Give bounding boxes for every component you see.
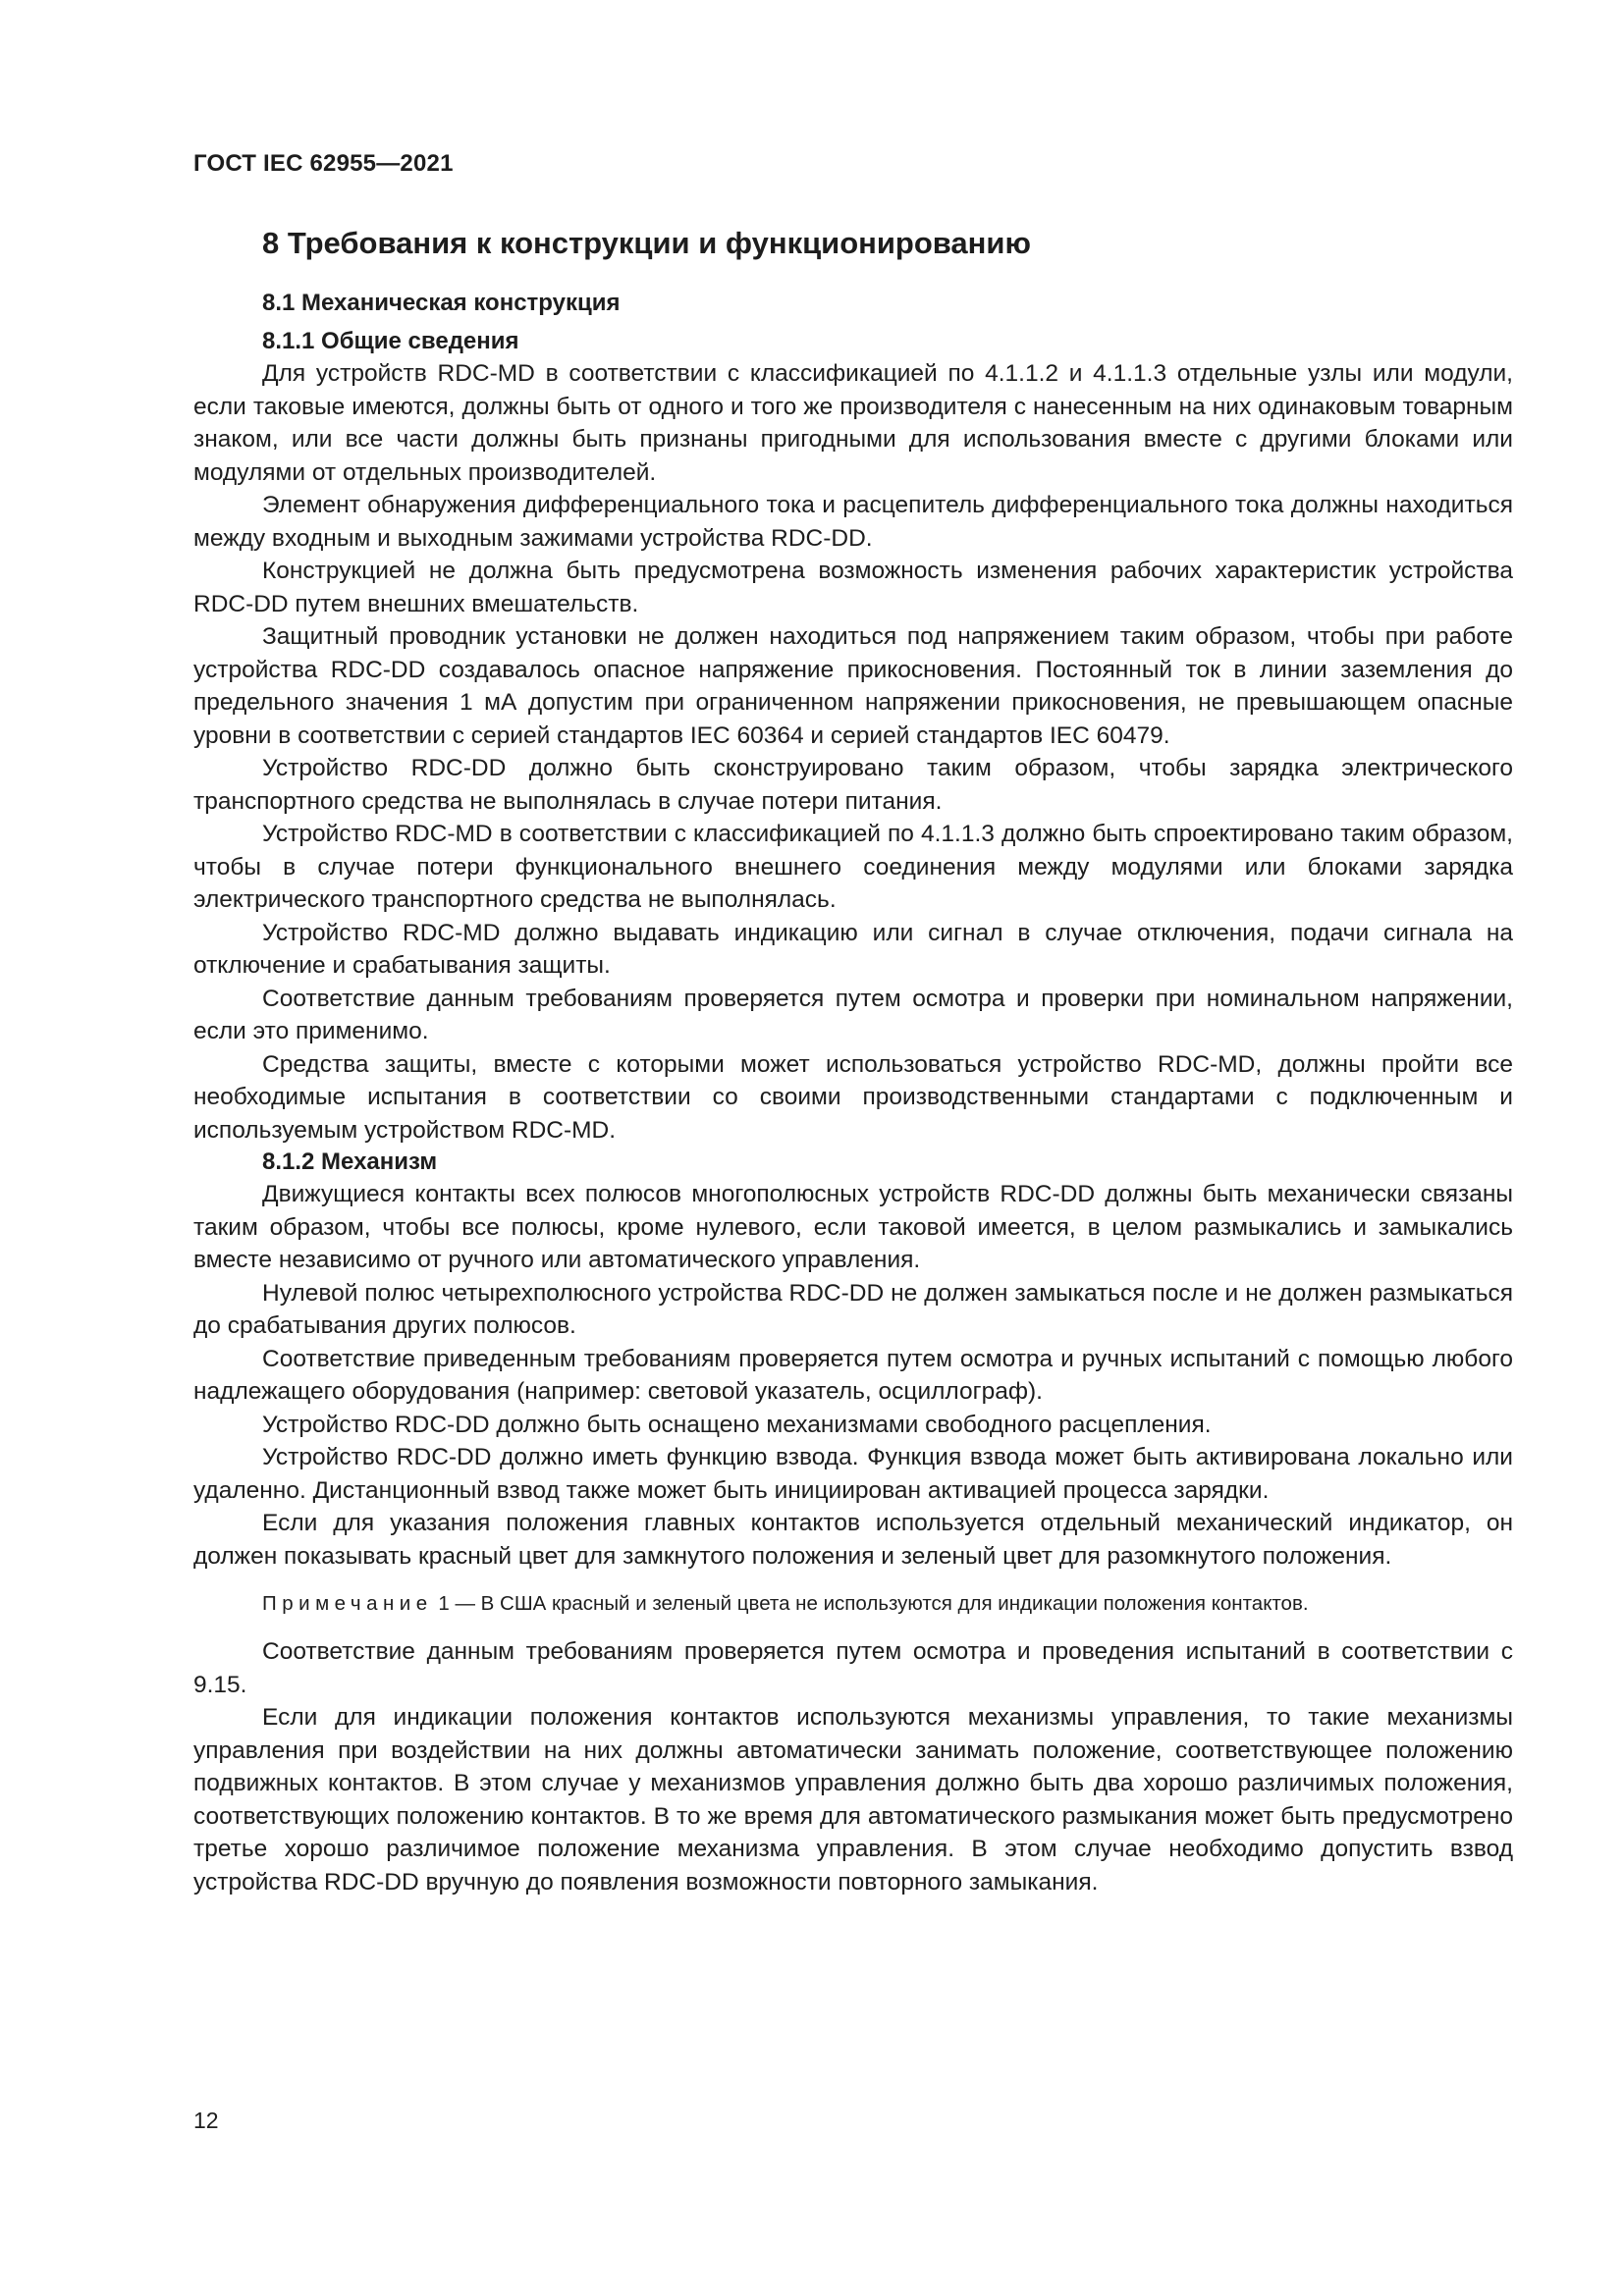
- paragraph: Движущиеся контакты всех полюсов многополюсных устройств RDC-DD должны быть механически связаны таким образом, чтобы все полюсы, кроме нулевого, если таковой имеется, в целом размыкались и замыкались вместе независимо от ручного или автоматического управления.: [193, 1181, 1513, 1273]
- subsection-title: 8.1 Механическая конструкция: [262, 290, 621, 316]
- note-text: 1 — В США красный и зеленый цвета не используются для индикации положения контактов.: [438, 1592, 1309, 1615]
- clause-8-1-2-title: 8.1.2 Механизм: [262, 1148, 438, 1175]
- paragraph: Устройство RDC-DD должно быть оснащено механизмами свободного расцепления.: [262, 1411, 1212, 1438]
- paragraph: Устройство RDC-DD должно иметь функцию взвода. Функция взвода может быть активирована локально или удаленно. Дистанционный взвод также может быть инициирован активацией процесса зарядки.: [193, 1444, 1513, 1504]
- paragraph: Средства защиты, вместе с которыми может использоваться устройство RDC-MD, должны пройти все необходимые испытания в соответствии со своими производственными стандартами с подключенным и используемым устройством RDC-MD.: [193, 1050, 1513, 1144]
- page-content: [193, 222, 1513, 1898]
- paragraph: Нулевой полюс четырехполюсного устройства RDC-DD не должен замыкаться после и не должен размыкаться до срабатывания других полюсов.: [193, 1279, 1513, 1339]
- paragraph: Соответствие приведенным требованиям проверяется путем осмотра и ручных испытаний с помощью любого надлежащего оборудования (например: световой указатель, осциллограф).: [193, 1345, 1513, 1405]
- paragraph: Устройство RDC-MD в соответствии с классификацией по 4.1.1.3 должно быть спроектировано таким образом, чтобы в случае потери функционального внешнего соединения между модулями или блоками зарядка электрического транспортного средства не выполнялась.: [193, 821, 1513, 913]
- paragraph: Устройство RDC-DD должно быть сконструировано таким образом, чтобы зарядка электрического транспортного средства не выполнялась в случае потери питания.: [193, 755, 1513, 815]
- paragraph: Если для указания положения главных контактов используется отдельный механический индикатор, он должен показывать красный цвет для замкнутого положения и зеленый цвет для разомкнутого положения.: [193, 1510, 1513, 1570]
- note-label: Примечание: [262, 1592, 433, 1615]
- paragraph: Защитный проводник установки не должен находиться под напряжением таким образом, чтобы при работе устройства RDC-DD создавалось опасное напряжение прикосновения. Постоянный ток в линии заземления до предельного значения 1 мА допустим при ограниченном напряжении прикосновения, не превышающем опасные уровни в соответствии с серией стандартов IEC 60364 и серией стандартов IEC 60479.: [193, 623, 1513, 749]
- note: [193, 1584, 1513, 1624]
- paragraph: Соответствие данным требованиям проверяется путем осмотра и проведения испытаний в соответствии с 9.15.: [193, 1638, 1513, 1698]
- document-id-header: ГОСТ IEC 62955—2021: [193, 150, 454, 177]
- paragraph: Соответствие данным требованиям проверяется путем осмотра и проверки при номинальном напряжении, если это применимо.: [193, 985, 1513, 1044]
- paragraph: Элемент обнаружения дифференциального тока и расцепитель дифференциального тока должны находиться между входным и выходным зажимами устройства RDC-DD.: [193, 492, 1513, 552]
- clause-8-1-1-title: 8.1.1 Общие сведения: [262, 328, 519, 354]
- page-number: 12: [193, 2108, 219, 2133]
- paragraph: Для устройств RDC-MD в соответствии с классификацией по 4.1.1.2 и 4.1.1.3 отдельные узлы или модули, если таковые имеются, должны быть от одного и того же производителя с нанесенным на них одинаковым товарным знаком, или все части должны быть признаны пригодными для использования вместе с другими блоками или модулями от отдельных производителей.: [193, 360, 1513, 486]
- paragraph: Если для индикации положения контактов используются механизмы управления, то такие механизмы управления при воздействии на них должны автоматически занимать положение, соответствующее положению подвижных контактов. В этом случае у механизмов управления должно быть два хорошо различимых положения, соответствующих положению контактов. В то же время для автоматического размыкания может быть предусмотрено третье хорошо различимое положение механизма управления. В этом случае необходимо допустить взвод устройства RDC-DD вручную до появления возможности повторного замыкания.: [193, 1704, 1513, 1896]
- paragraph: Устройство RDC-MD должно выдавать индикацию или сигнал в случае отключения, подачи сигнала на отключение и срабатывания защиты.: [193, 919, 1513, 979]
- paragraph: Конструкцией не должна быть предусмотрена возможность изменения рабочих характеристик устройства RDC-DD путем внешних вмешательств.: [193, 558, 1513, 617]
- section-title: 8 Требования к конструкции и функционированию: [262, 226, 1031, 260]
